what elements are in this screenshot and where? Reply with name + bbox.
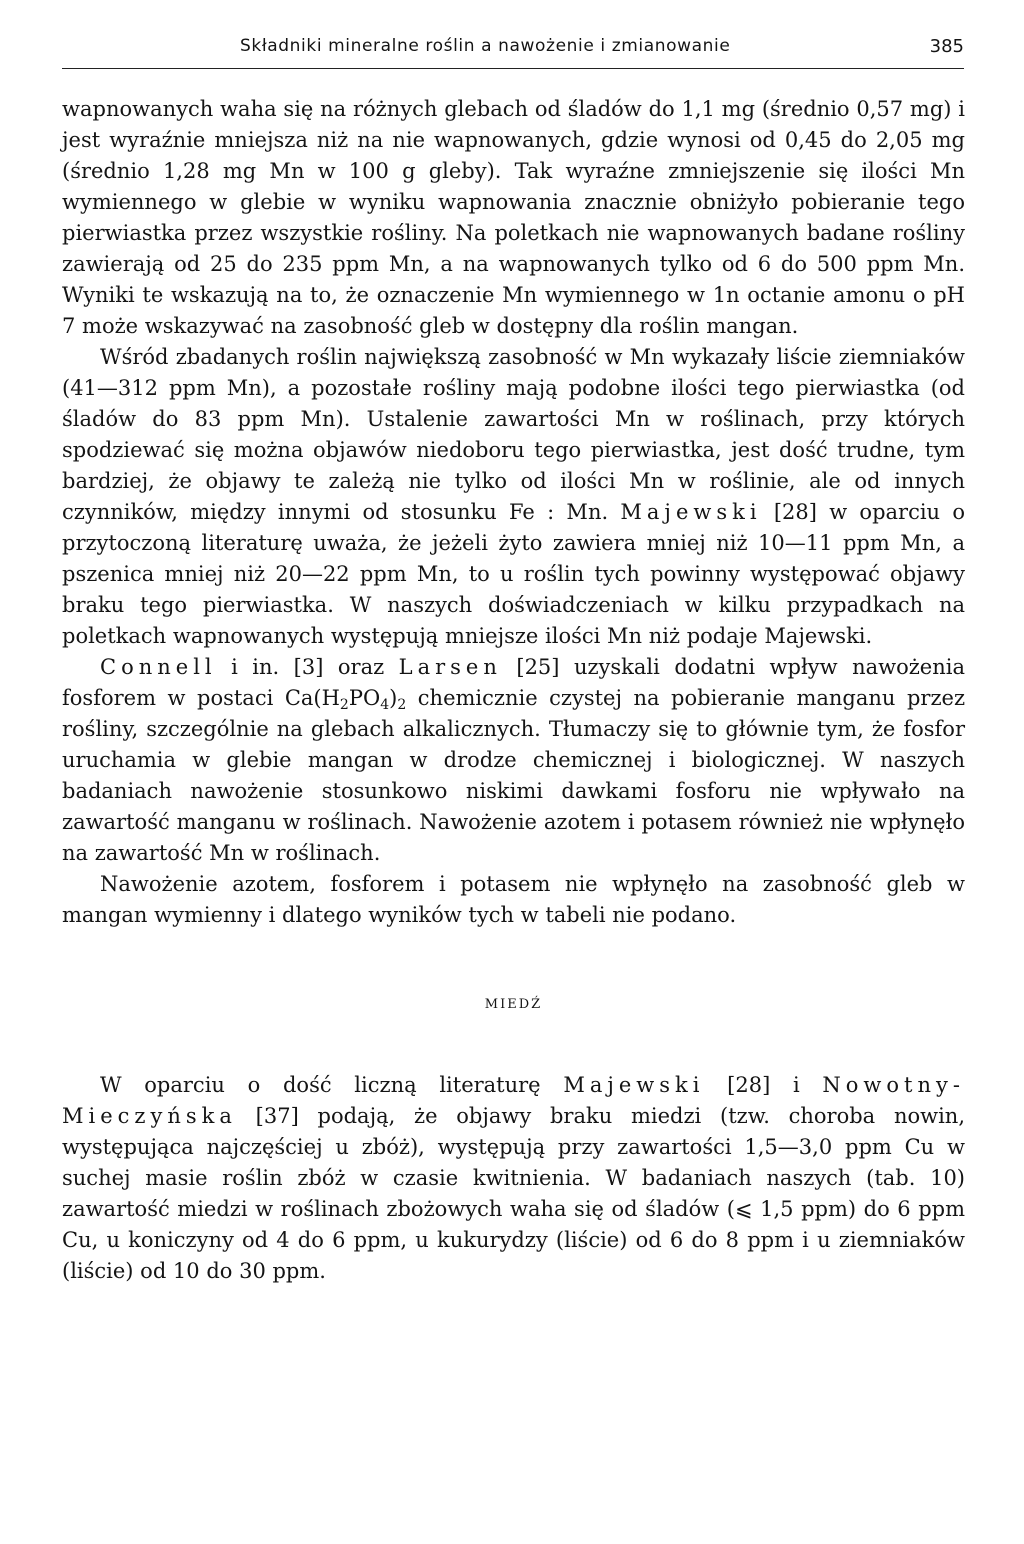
paragraph-2: Wśród zbadanych roślin największą zasobność w Mn wykazały liście ziemniaków (41—312 ppm Mn), a pozostałe rośliny mają podobne ilości tego pierwiastka (od śladów do 83 ppm Mn). Ustalenie zawartości Mn w roślinach, przy których spodziewać się można objawów niedoboru tego pierwiastka, jest dość trudne, tym bardziej, że objawy te zależą nie tylko od ilości Mn w roślinie, ale od innych czynników, między innymi od stosunku Fe : Mn. Majewski [28] w oparciu o przytoczoną literaturę uważa, że jeżeli żyto zawiera mniej niż 10—11 ppm Mn, a pszenica mniej niż 20—22 ppm Mn, to u roślin tych powinny występować objawy braku tego pierwiastka. W naszych doświadczeniach w kilku przypadkach na poletkach wapnowanych występują mniejsze ilości Mn niż podaje Majewski. <box>62 345 965 648</box>
body-text <box>62 94 965 1287</box>
paragraph-3: Connell i in. [3] oraz Larsen [25] uzyskali dodatni wpływ nawożenia fosforem w postaci $Ca(H_2PO_4)_2$ chemicznie czystej na pobieranie manganu przez rośliny, szczególnie na glebach alkalicznych. Tłumaczy się to głównie tym, że fosfor uruchamia w glebie mangan w drodze chemicznej i biologicznej. W naszych badaniach nawożenie stosunkowo niskimi dawkami fosforu nie wpływało na zawartość manganu w roślinach. Nawożenie azotem i potasem również nie wpłynęło na zawartość Mn w roślinach. <box>62 655 966 865</box>
author-name: Connell <box>100 655 217 679</box>
paragraph-5: W oparciu o dość liczną literaturę Majewski [28] i Nowotny-Mieczyńska [37] podają, że objawy braku miedzi (tzw. choroba nowin, występująca najczęściej u zbóż), występują przy zawartości 1,5—3,0 ppm Cu w suchej masie roślin zbóż w czasie kwitnienia. W badaniach naszych (tab. 10) zawartość miedzi w roślinach zbożowych waha się od śladów (⩽ 1,5 ppm) do 6 ppm Cu, u koniczyny od 4 do 6 ppm, u kukurydzy (liście) od 6 do 8 ppm i u ziemniaków (liście) od 10 do 30 ppm. <box>62 1073 965 1283</box>
author-name: Majewski <box>563 1073 705 1097</box>
subscript: 4 <box>380 697 390 713</box>
section-heading: MIEDŹ <box>484 997 543 1012</box>
author-name: Majewski <box>620 500 762 524</box>
subscript: 2 <box>339 697 349 713</box>
running-title: Składniki mineralne roślin a nawożenie i zmianowanie <box>240 36 731 56</box>
paragraph-1: wapnowanych waha się na różnych glebach od śladów do 1,1 mg (średnio 0,57 mg) i jest wyraźnie mniejsza niż na nie wapnowanych, gdzie wynosi od 0,45 do 2,05 mg (średnio 1,28 mg Mn w 100 g gleby). Tak wyraźne zmniejszenie się ilości Mn wymiennego w glebie w wyniku wapnowania znacznie obniżyło pobieranie tego pierwiastka przez wszystkie rośliny. Na poletkach nie wapnowanych badane rośliny zawierają od 25 do 235 ppm Mn, a na wapnowanych tylko od 6 do 500 ppm Mn. Wyniki te wskazują na to, że oznaczenie Mn wymiennego w 1n octanie amonu o pH 7 może wskazywać na zasobność gleb w dostępny dla roślin mangan. <box>62 97 965 338</box>
author-name: Larsen <box>398 655 502 679</box>
page-number: 385 <box>929 36 964 57</box>
subscript: 2 <box>397 697 407 713</box>
page-header <box>62 28 964 69</box>
paragraph-4: Nawożenie azotem, fosforem i potasem nie wpłynęło na zasobność gleb w mangan wymienny i dlatego wyników tych w tabeli nie podano. <box>62 872 965 927</box>
author-name: Nowotny-Mieczyńska <box>62 1073 965 1128</box>
